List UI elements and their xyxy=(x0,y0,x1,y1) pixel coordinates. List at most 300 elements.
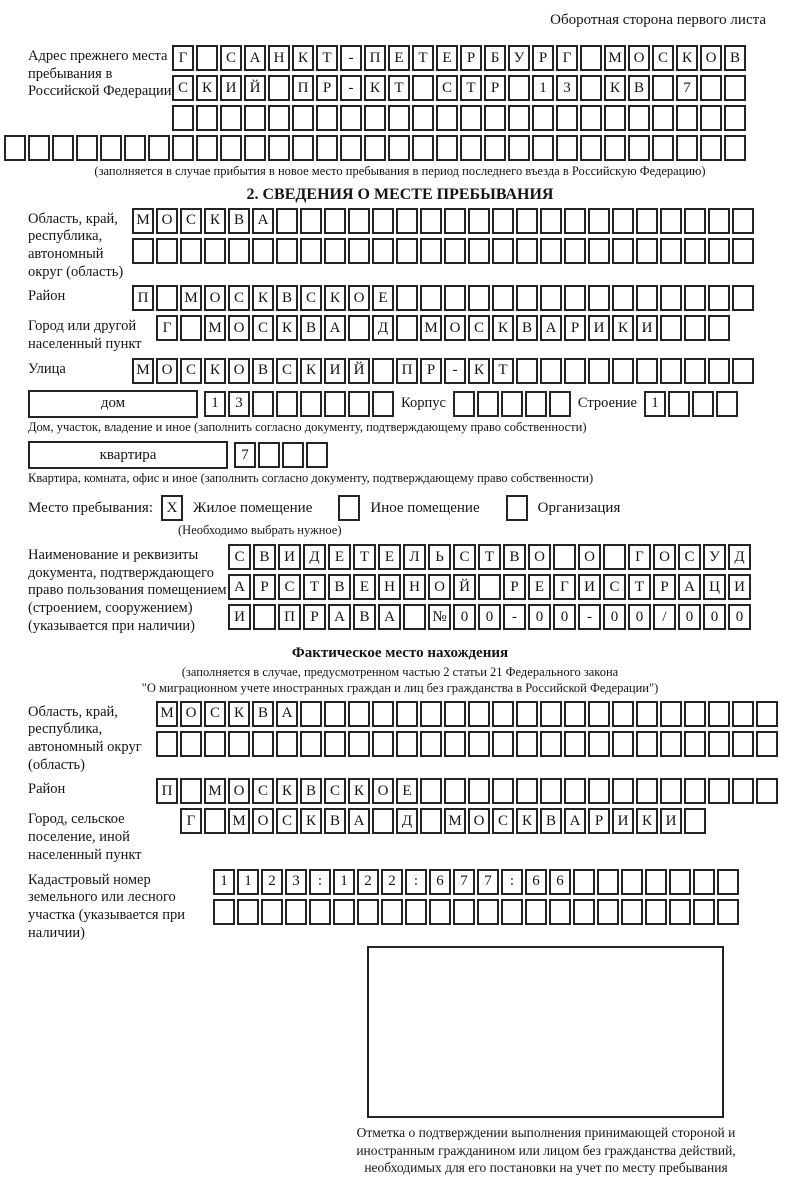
char-cell: П xyxy=(156,778,178,804)
prev-address-row-3 xyxy=(172,105,746,131)
char-cell: К xyxy=(300,808,322,834)
char-cell: А xyxy=(540,315,562,341)
street-label: Улица xyxy=(28,360,66,377)
char-cell xyxy=(220,135,242,161)
char-cell: К xyxy=(324,285,346,311)
char-cell xyxy=(309,899,331,925)
char-cell: К xyxy=(604,75,626,101)
char-cell xyxy=(553,544,576,570)
char-cell xyxy=(612,358,634,384)
char-cell: 0 xyxy=(553,604,576,630)
stay-note: (Необходимо выбрать нужное) xyxy=(178,523,342,537)
char-cell: С xyxy=(228,544,251,570)
section2-title: 2. СВЕДЕНИЯ О МЕСТЕ ПРЕБЫВАНИЯ xyxy=(246,185,554,203)
char-cell: В xyxy=(724,45,746,71)
char-cell xyxy=(213,899,235,925)
char-cell xyxy=(693,899,715,925)
char-cell xyxy=(444,731,466,757)
char-cell xyxy=(660,238,682,264)
char-cell: М xyxy=(132,208,154,234)
char-cell xyxy=(324,391,346,417)
char-cell xyxy=(508,105,530,131)
char-cell: 1 xyxy=(333,869,355,895)
char-cell xyxy=(588,778,610,804)
prev-address-cells xyxy=(172,45,746,131)
street-row xyxy=(132,358,754,384)
actual-city-block xyxy=(28,808,772,864)
cadastre-row-2 xyxy=(213,899,739,925)
char-cell xyxy=(196,45,218,71)
char-cell xyxy=(4,135,26,161)
char-cell xyxy=(477,391,499,417)
char-cell xyxy=(453,391,475,417)
char-cell: Д xyxy=(372,315,394,341)
char-cell xyxy=(285,899,307,925)
char-cell xyxy=(516,238,538,264)
char-cell xyxy=(588,285,610,311)
char-cell xyxy=(204,808,226,834)
char-cell xyxy=(420,778,442,804)
char-cell: У xyxy=(508,45,530,71)
char-cell xyxy=(636,358,658,384)
char-cell xyxy=(396,315,418,341)
char-cell: 2 xyxy=(261,869,283,895)
other-checkbox xyxy=(338,495,360,521)
char-cell: Й xyxy=(453,574,476,600)
char-cell xyxy=(172,105,194,131)
apartment-line xyxy=(28,441,772,469)
char-cell: О xyxy=(156,208,178,234)
char-cell xyxy=(756,701,778,727)
char-cell xyxy=(756,731,778,757)
char-cell xyxy=(588,208,610,234)
char-cell: И xyxy=(728,574,751,600)
char-cell xyxy=(253,604,276,630)
char-cell: Р xyxy=(303,604,326,630)
char-cell: К xyxy=(204,208,226,234)
char-cell xyxy=(684,285,706,311)
char-cell xyxy=(484,135,506,161)
char-cell: Р xyxy=(460,45,482,71)
char-cell: Т xyxy=(628,574,651,600)
char-cell xyxy=(300,238,322,264)
char-cell xyxy=(396,731,418,757)
char-cell: Е xyxy=(328,544,351,570)
char-cell: И xyxy=(228,604,251,630)
char-cell: 2 xyxy=(381,869,403,895)
char-cell: Р xyxy=(564,315,586,341)
char-cell xyxy=(444,701,466,727)
char-cell: Н xyxy=(268,45,290,71)
char-cell: С xyxy=(252,315,274,341)
char-cell xyxy=(492,778,514,804)
char-cell xyxy=(204,238,226,264)
char-cell xyxy=(516,778,538,804)
char-cell xyxy=(549,899,571,925)
char-cell xyxy=(501,391,523,417)
char-cell: О xyxy=(444,315,466,341)
char-cell: С xyxy=(492,808,514,834)
char-cell: 1 xyxy=(204,391,226,417)
char-cell: П xyxy=(292,75,314,101)
char-cell xyxy=(381,899,403,925)
char-cell xyxy=(460,135,482,161)
char-cell xyxy=(436,105,458,131)
char-cell: К xyxy=(292,45,314,71)
char-cell: № xyxy=(428,604,451,630)
document-label: Наименование и реквизиты документа, подтверждающего право пользования помещением (строением, сооружением) (указывается при наличии) xyxy=(28,547,227,634)
char-cell xyxy=(604,135,626,161)
char-cell: / xyxy=(653,604,676,630)
char-cell: И xyxy=(612,808,634,834)
char-cell xyxy=(540,731,562,757)
char-cell xyxy=(420,285,442,311)
residential-checkbox xyxy=(161,495,183,521)
char-cell: Е xyxy=(372,285,394,311)
char-cell xyxy=(564,358,586,384)
char-cell xyxy=(684,778,706,804)
char-cell xyxy=(516,731,538,757)
char-cell xyxy=(603,544,626,570)
char-cell: Л xyxy=(403,544,426,570)
char-cell xyxy=(525,391,547,417)
char-cell xyxy=(564,701,586,727)
char-cell: 6 xyxy=(429,869,451,895)
char-cell: В xyxy=(540,808,562,834)
char-cell: Г xyxy=(556,45,578,71)
char-cell: В xyxy=(516,315,538,341)
actual-region-cells xyxy=(156,701,778,757)
char-cell xyxy=(732,208,754,234)
char-cell xyxy=(333,899,355,925)
actual-location-title: Фактическое место нахождения xyxy=(291,645,509,662)
char-cell xyxy=(508,135,530,161)
char-cell xyxy=(324,701,346,727)
char-cell xyxy=(444,238,466,264)
char-cell xyxy=(348,701,370,727)
char-cell xyxy=(621,869,643,895)
char-cell: Т xyxy=(492,358,514,384)
char-cell xyxy=(468,778,490,804)
actual-district-label: Район xyxy=(28,781,66,798)
char-cell: С xyxy=(276,358,298,384)
confirmation-stamp-box xyxy=(367,946,724,1118)
char-cell: Г xyxy=(156,315,178,341)
char-cell: Д xyxy=(728,544,751,570)
char-cell xyxy=(573,869,595,895)
char-cell xyxy=(540,285,562,311)
char-cell xyxy=(468,208,490,234)
char-cell xyxy=(660,778,682,804)
char-cell xyxy=(148,135,170,161)
char-cell: С xyxy=(172,75,194,101)
char-cell xyxy=(516,208,538,234)
char-cell xyxy=(420,238,442,264)
char-cell xyxy=(28,135,50,161)
char-cell xyxy=(660,701,682,727)
char-cell: : xyxy=(405,869,427,895)
prev-address-block xyxy=(28,45,772,131)
char-cell xyxy=(396,701,418,727)
char-cell: Р xyxy=(588,808,610,834)
char-cell: О xyxy=(180,701,202,727)
char-cell: С xyxy=(278,574,301,600)
char-cell xyxy=(597,869,619,895)
char-cell: Н xyxy=(378,574,401,600)
char-cell xyxy=(652,135,674,161)
char-cell xyxy=(244,105,266,131)
char-cell: П xyxy=(396,358,418,384)
char-cell xyxy=(732,731,754,757)
cadastre-block xyxy=(28,869,772,943)
char-cell: Д xyxy=(396,808,418,834)
char-cell: Т xyxy=(460,75,482,101)
char-cell xyxy=(492,731,514,757)
char-cell: С xyxy=(324,778,346,804)
char-cell: А xyxy=(276,701,298,727)
char-cell: М xyxy=(132,358,154,384)
char-cell: К xyxy=(492,315,514,341)
char-cell: Н xyxy=(403,574,426,600)
char-cell xyxy=(708,238,730,264)
document-row-1 xyxy=(228,544,751,570)
char-cell xyxy=(324,208,346,234)
char-cell xyxy=(556,105,578,131)
char-cell xyxy=(693,869,715,895)
char-cell xyxy=(540,358,562,384)
char-cell xyxy=(532,105,554,131)
char-cell: Р xyxy=(420,358,442,384)
char-cell xyxy=(372,358,394,384)
char-cell: А xyxy=(564,808,586,834)
char-cell: 2 xyxy=(357,869,379,895)
char-cell: О xyxy=(228,315,250,341)
char-cell xyxy=(636,285,658,311)
actual-location-note-2: "О миграционном учете иностранных граждан и лиц без гражданства в Российской Федерации") xyxy=(141,681,659,696)
char-cell xyxy=(444,285,466,311)
char-cell xyxy=(220,105,242,131)
char-cell: Г xyxy=(628,544,651,570)
char-cell xyxy=(724,75,746,101)
char-cell xyxy=(372,731,394,757)
char-cell: В xyxy=(276,285,298,311)
char-cell xyxy=(597,899,619,925)
char-cell: О xyxy=(528,544,551,570)
prev-address-row-1 xyxy=(172,45,746,71)
char-cell xyxy=(276,731,298,757)
char-cell xyxy=(396,208,418,234)
char-cell: К xyxy=(636,808,658,834)
char-cell xyxy=(276,391,298,417)
char-cell xyxy=(588,731,610,757)
char-cell xyxy=(732,778,754,804)
other-label2: Организация xyxy=(537,499,621,516)
char-cell xyxy=(588,701,610,727)
char-cell xyxy=(300,701,322,727)
char-cell xyxy=(436,135,458,161)
char-cell xyxy=(252,731,274,757)
char-cell: М xyxy=(204,315,226,341)
char-cell: П xyxy=(278,604,301,630)
char-cell xyxy=(282,442,304,468)
char-cell: В xyxy=(253,544,276,570)
char-cell xyxy=(636,778,658,804)
char-cell: 7 xyxy=(477,869,499,895)
char-cell xyxy=(292,105,314,131)
char-cell: К xyxy=(612,315,634,341)
char-cell: М xyxy=(228,808,250,834)
char-cell: К xyxy=(516,808,538,834)
char-cell xyxy=(580,105,602,131)
char-cell xyxy=(532,135,554,161)
char-cell xyxy=(396,238,418,264)
char-cell xyxy=(132,238,154,264)
char-cell: С xyxy=(276,808,298,834)
char-cell: К xyxy=(348,778,370,804)
char-cell xyxy=(708,701,730,727)
char-cell xyxy=(516,358,538,384)
char-cell xyxy=(100,135,122,161)
char-cell: Т xyxy=(412,45,434,71)
char-cell: О xyxy=(156,358,178,384)
char-cell: Г xyxy=(180,808,202,834)
city-row xyxy=(156,315,730,341)
char-cell xyxy=(700,105,722,131)
char-cell: С xyxy=(180,208,202,234)
char-cell xyxy=(708,358,730,384)
char-cell: О xyxy=(653,544,676,570)
char-cell xyxy=(708,778,730,804)
char-cell: К xyxy=(300,358,322,384)
char-cell xyxy=(258,442,280,468)
char-cell: О xyxy=(578,544,601,570)
char-cell xyxy=(580,45,602,71)
char-cell: С xyxy=(252,778,274,804)
char-cell xyxy=(420,208,442,234)
char-cell xyxy=(478,574,501,600)
char-cell xyxy=(564,208,586,234)
char-cell: О xyxy=(228,358,250,384)
char-cell xyxy=(668,391,690,417)
char-cell: О xyxy=(204,285,226,311)
char-cell xyxy=(652,75,674,101)
char-cell xyxy=(348,391,370,417)
actual-region-row-2 xyxy=(156,731,778,757)
char-cell xyxy=(676,135,698,161)
char-cell: И xyxy=(578,574,601,600)
char-cell: С xyxy=(228,285,250,311)
char-cell: 3 xyxy=(556,75,578,101)
char-cell: Е xyxy=(436,45,458,71)
char-cell xyxy=(156,285,178,311)
char-cell: А xyxy=(678,574,701,600)
char-cell xyxy=(684,315,706,341)
stroenie-label: Строение xyxy=(577,395,637,412)
char-cell xyxy=(612,285,634,311)
char-cell xyxy=(684,731,706,757)
char-cell: Е xyxy=(378,544,401,570)
char-cell xyxy=(492,208,514,234)
char-cell xyxy=(444,208,466,234)
char-cell: Д xyxy=(303,544,326,570)
char-cell: М xyxy=(604,45,626,71)
char-cell: И xyxy=(278,544,301,570)
organization-checkbox xyxy=(506,495,528,521)
char-cell xyxy=(676,105,698,131)
char-cell: К xyxy=(468,358,490,384)
char-cell: Т xyxy=(353,544,376,570)
char-cell xyxy=(196,135,218,161)
stay-type-label: Место пребывания: xyxy=(28,499,153,516)
residential-label: Жилое помещение xyxy=(193,499,313,516)
char-cell: 0 xyxy=(678,604,701,630)
other-label: Иное помещение xyxy=(370,499,480,516)
cadastre-cells xyxy=(213,869,739,925)
char-cell: В xyxy=(328,574,351,600)
char-cell: Т xyxy=(388,75,410,101)
house-cells xyxy=(204,391,394,417)
char-cell xyxy=(573,899,595,925)
char-cell: Р xyxy=(503,574,526,600)
char-cell xyxy=(700,75,722,101)
char-cell xyxy=(324,238,346,264)
region-row-2 xyxy=(132,238,754,264)
char-cell xyxy=(372,208,394,234)
char-cell: В xyxy=(324,808,346,834)
char-cell xyxy=(172,135,194,161)
char-cell xyxy=(669,869,691,895)
char-cell xyxy=(540,208,562,234)
char-cell xyxy=(516,285,538,311)
char-cell: 7 xyxy=(676,75,698,101)
stroenie-cells xyxy=(644,391,738,417)
char-cell xyxy=(564,238,586,264)
char-cell xyxy=(276,238,298,264)
document-cells xyxy=(228,544,751,630)
city-block xyxy=(28,315,772,353)
char-cell xyxy=(324,731,346,757)
char-cell xyxy=(580,135,602,161)
char-cell: О xyxy=(468,808,490,834)
char-cell xyxy=(628,135,650,161)
char-cell xyxy=(268,75,290,101)
char-cell xyxy=(508,75,530,101)
char-cell xyxy=(196,105,218,131)
cadastre-row-1 xyxy=(213,869,739,895)
stay-option-residential xyxy=(161,495,312,521)
char-cell xyxy=(628,105,650,131)
char-cell: Е xyxy=(388,45,410,71)
back-side-title: Оборотная сторона первого листа xyxy=(550,12,766,28)
char-cell xyxy=(316,135,338,161)
char-cell: 3 xyxy=(285,869,307,895)
char-cell xyxy=(717,899,739,925)
char-cell: А xyxy=(324,315,346,341)
char-cell xyxy=(244,135,266,161)
char-cell: 0 xyxy=(478,604,501,630)
char-cell: М xyxy=(444,808,466,834)
actual-region-row-1 xyxy=(156,701,778,727)
char-cell xyxy=(724,135,746,161)
char-cell xyxy=(516,701,538,727)
char-cell xyxy=(237,899,259,925)
char-cell: : xyxy=(309,869,331,895)
char-cell: Р xyxy=(316,75,338,101)
char-cell: М xyxy=(156,701,178,727)
char-cell xyxy=(732,701,754,727)
char-cell xyxy=(684,358,706,384)
char-cell xyxy=(444,778,466,804)
